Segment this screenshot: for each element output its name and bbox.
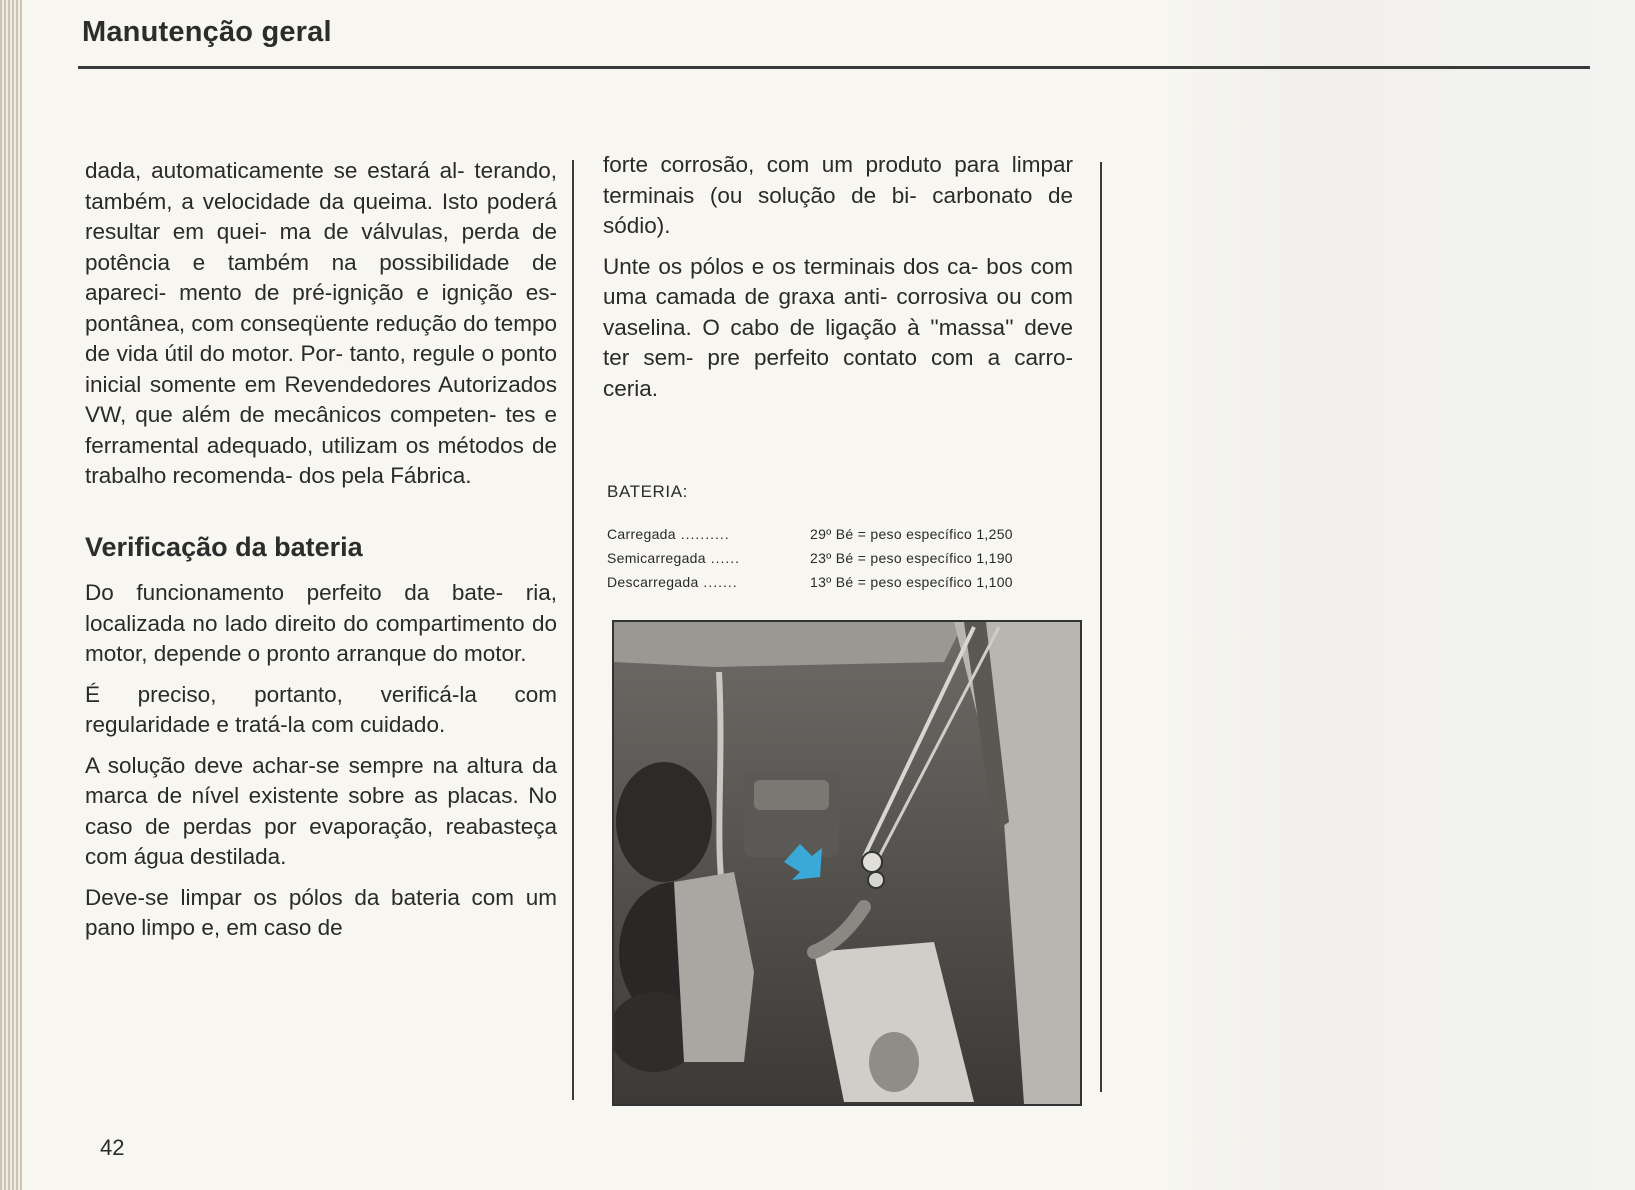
- body-paragraph: Do funcionamento perfeito da bate- ria, localizada no lado direito do compartimento do motor, depende o pronto arranque do motor.: [85, 580, 557, 666]
- battery-state: Descarregada .......: [607, 574, 738, 590]
- body-paragraph: dada, automaticamente se estará al- terando, também, a velocidade da queima. Isto poderá resultar em quei- ma de válvulas, perda de potência e também na possibilidade de apareci- mento de pré-ignição e ignição es- pontânea, com conseqüente redução do tempo de vida útil do motor. Por- tanto, regule o ponto inicial somente em Revendedores Autorizados VW, que além de mecânicos competen- tes e ferramental adequado, utilizam os métodos de trabalho recomenda- dos pela Fábrica.: [85, 158, 557, 488]
- section-heading: Verificação da bateria: [85, 531, 363, 562]
- page-binding-edge: [0, 0, 22, 1190]
- battery-value: 29º Bé = peso específico 1,250: [810, 526, 1013, 542]
- right-column: [603, 150, 1073, 414]
- table-row: [607, 570, 1083, 594]
- column-divider: [572, 160, 574, 1100]
- table-row: [607, 522, 1083, 546]
- engine-compartment-photo: [612, 620, 1082, 1106]
- right-margin-rule: [1100, 162, 1102, 1092]
- battery-state: Carregada ..........: [607, 526, 730, 542]
- engine-photo-illustration: [614, 622, 1080, 1104]
- header-divider: [78, 66, 1590, 69]
- body-paragraph: Deve-se limpar os pólos da bateria com um pano limpo e, em caso de: [85, 884, 557, 940]
- body-paragraph: forte corrosão, com um produto para limpar terminais (ou solução de bi- carbonato de sódio).: [603, 152, 1073, 238]
- left-column: [85, 156, 557, 954]
- battery-value: 13º Bé = peso específico 1,100: [810, 574, 1013, 590]
- page-margin-shade: [1160, 0, 1635, 1190]
- body-paragraph: A solução deve achar-se sempre na altura da marca de nível existente sobre as placas. No caso de perdas por evaporação, reabasteça com água destilada.: [85, 752, 557, 869]
- body-paragraph: É preciso, portanto, verificá-la com regularidade e tratá-la com cuidado.: [85, 681, 557, 737]
- battery-label: BATERIA:: [607, 482, 689, 501]
- battery-density-table: [607, 522, 1083, 594]
- battery-state: Semicarregada ......: [607, 550, 741, 566]
- body-paragraph: Unte os pólos e os terminais dos ca- bos com uma camada de graxa anti- corrosiva ou com vaselina. O cabo de ligação à ''massa'' deve ter sem- pre perfeito contato com a carro- ceria.: [603, 253, 1073, 401]
- table-row: [607, 546, 1083, 570]
- page-title: Manutenção geral: [82, 16, 332, 48]
- battery-value: 23º Bé = peso específico 1,190: [810, 550, 1013, 566]
- page-number: 42: [100, 1135, 125, 1160]
